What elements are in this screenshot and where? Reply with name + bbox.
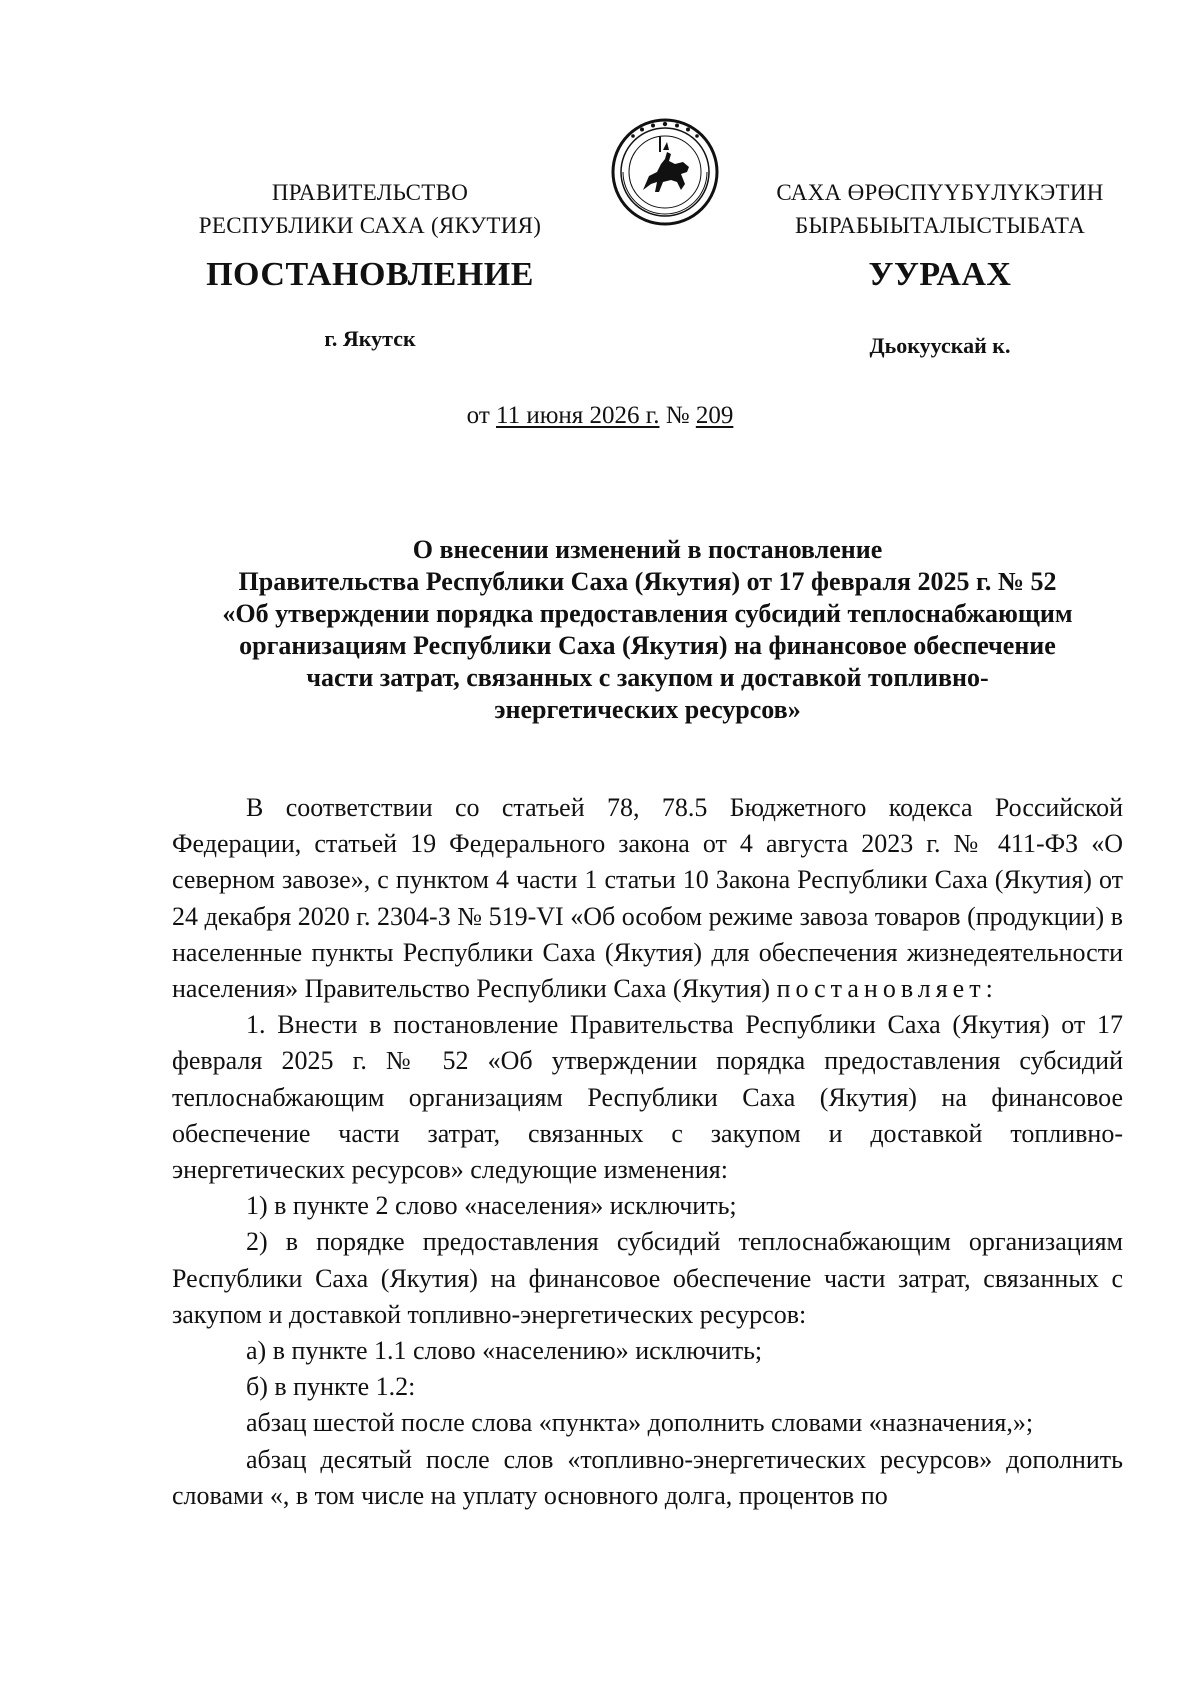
city-russian: г. Якутск [324, 326, 416, 351]
date-prefix: от [466, 402, 490, 429]
title-line: «Об утверждении порядка предоставления субсидий теплоснабжающим [222, 599, 1073, 628]
city-yakut: Дьокуускай к. [869, 333, 1011, 358]
document-body [172, 790, 1123, 1514]
body-paragraph: а) в пункте 1.1 слово «населению» исключить; [246, 1336, 763, 1366]
doc-type-yakut: УУРААХ [868, 256, 1012, 293]
issuer-russian-line2: РЕСПУБЛИКИ САХА (ЯКУТИЯ) [198, 213, 542, 238]
body-paragraph: б) в пункте 1.2: [246, 1372, 416, 1402]
body-paragraph: 2) в порядке предоставления субсидий теплоснабжающим организациям Республики Саха (Якутия) на финансовое обеспечение части затрат, связанных с закупом и доставкой топливно-энергетических ресурсов: [172, 1227, 1123, 1329]
body-paragraph: 1) в пункте 2 слово «населения» исключить; [246, 1191, 737, 1221]
issuer-yakut-line1: САХА ӨРӨСПҮҮБҮЛҮКЭТИН [776, 180, 1104, 205]
issuer-yakut-line2: БЫРАБЫЫТАЛЫСТЫБАТА [794, 213, 1086, 238]
preamble-paragraph [172, 790, 1123, 1007]
document-date: 11 июня 2026 г. [496, 402, 660, 429]
doc-type-russian: ПОСТАНОВЛЕНИЕ [206, 256, 534, 293]
number-sign: № [665, 402, 690, 429]
body-paragraph: абзац десятый после слов «топливно-энергетических ресурсов» дополнить словами «, в том числе на уплату основного долга, процентов по [172, 1444, 1123, 1510]
issuer-yakut [740, 176, 1140, 242]
title-line: энергетических ресурсов» [494, 695, 801, 724]
issuer-russian-line1: ПРАВИТЕЛЬСТВО [271, 180, 469, 205]
coat-of-arms-emblem [605, 112, 725, 232]
resolves-word: постановляет: [776, 974, 998, 1004]
title-line: части затрат, связанных с закупом и доставкой топливно- [306, 663, 989, 692]
title-line: Правительства Республики Саха (Якутия) от 17 февраля 2025 г. № 52 [238, 567, 1057, 596]
body-paragraph: абзац шестой после слова «пункта» дополнить словами «назначения,»; [246, 1408, 1034, 1438]
document-number: 209 [695, 402, 734, 429]
title-line: организациям Республики Саха (Якутия) на финансовое обеспечение [239, 631, 1056, 660]
date-number-line [0, 402, 1200, 430]
document-title [170, 534, 1125, 726]
title-line: О внесении изменений в постановление [412, 535, 883, 564]
preamble-text: В соответствии со статьей 78, 78.5 Бюджетного кодекса Российской Федерации, статьей 19 Федерального закона от 4 августа 2023 г. № 411-ФЗ «О северном завозе», с пунктом 4 части 1 статьи 10 Закона Республики Саха (Якутия) от 24 декабря 2020 г. 2304-З № 519-VI «Об особом режиме завоза товаров (продукции) в населенные пункты Республики Саха (Якутия) для обеспечения жизнедеятельности населения» Правительство Республики Саха (Якутия) [172, 793, 1123, 1004]
body-paragraph: 1. Внести в постановление Правительства Республики Саха (Якутия) от 17 февраля 2025 г. № 52 «Об утверждении порядка предоставления субсидий теплоснабжающим организациям Республики Саха (Якутия) на финансовое обеспечение части затрат, связанных с закупом и доставкой топливно-энергетических ресурсов» следующие изменения: [172, 1010, 1123, 1185]
issuer-russian [170, 176, 570, 242]
